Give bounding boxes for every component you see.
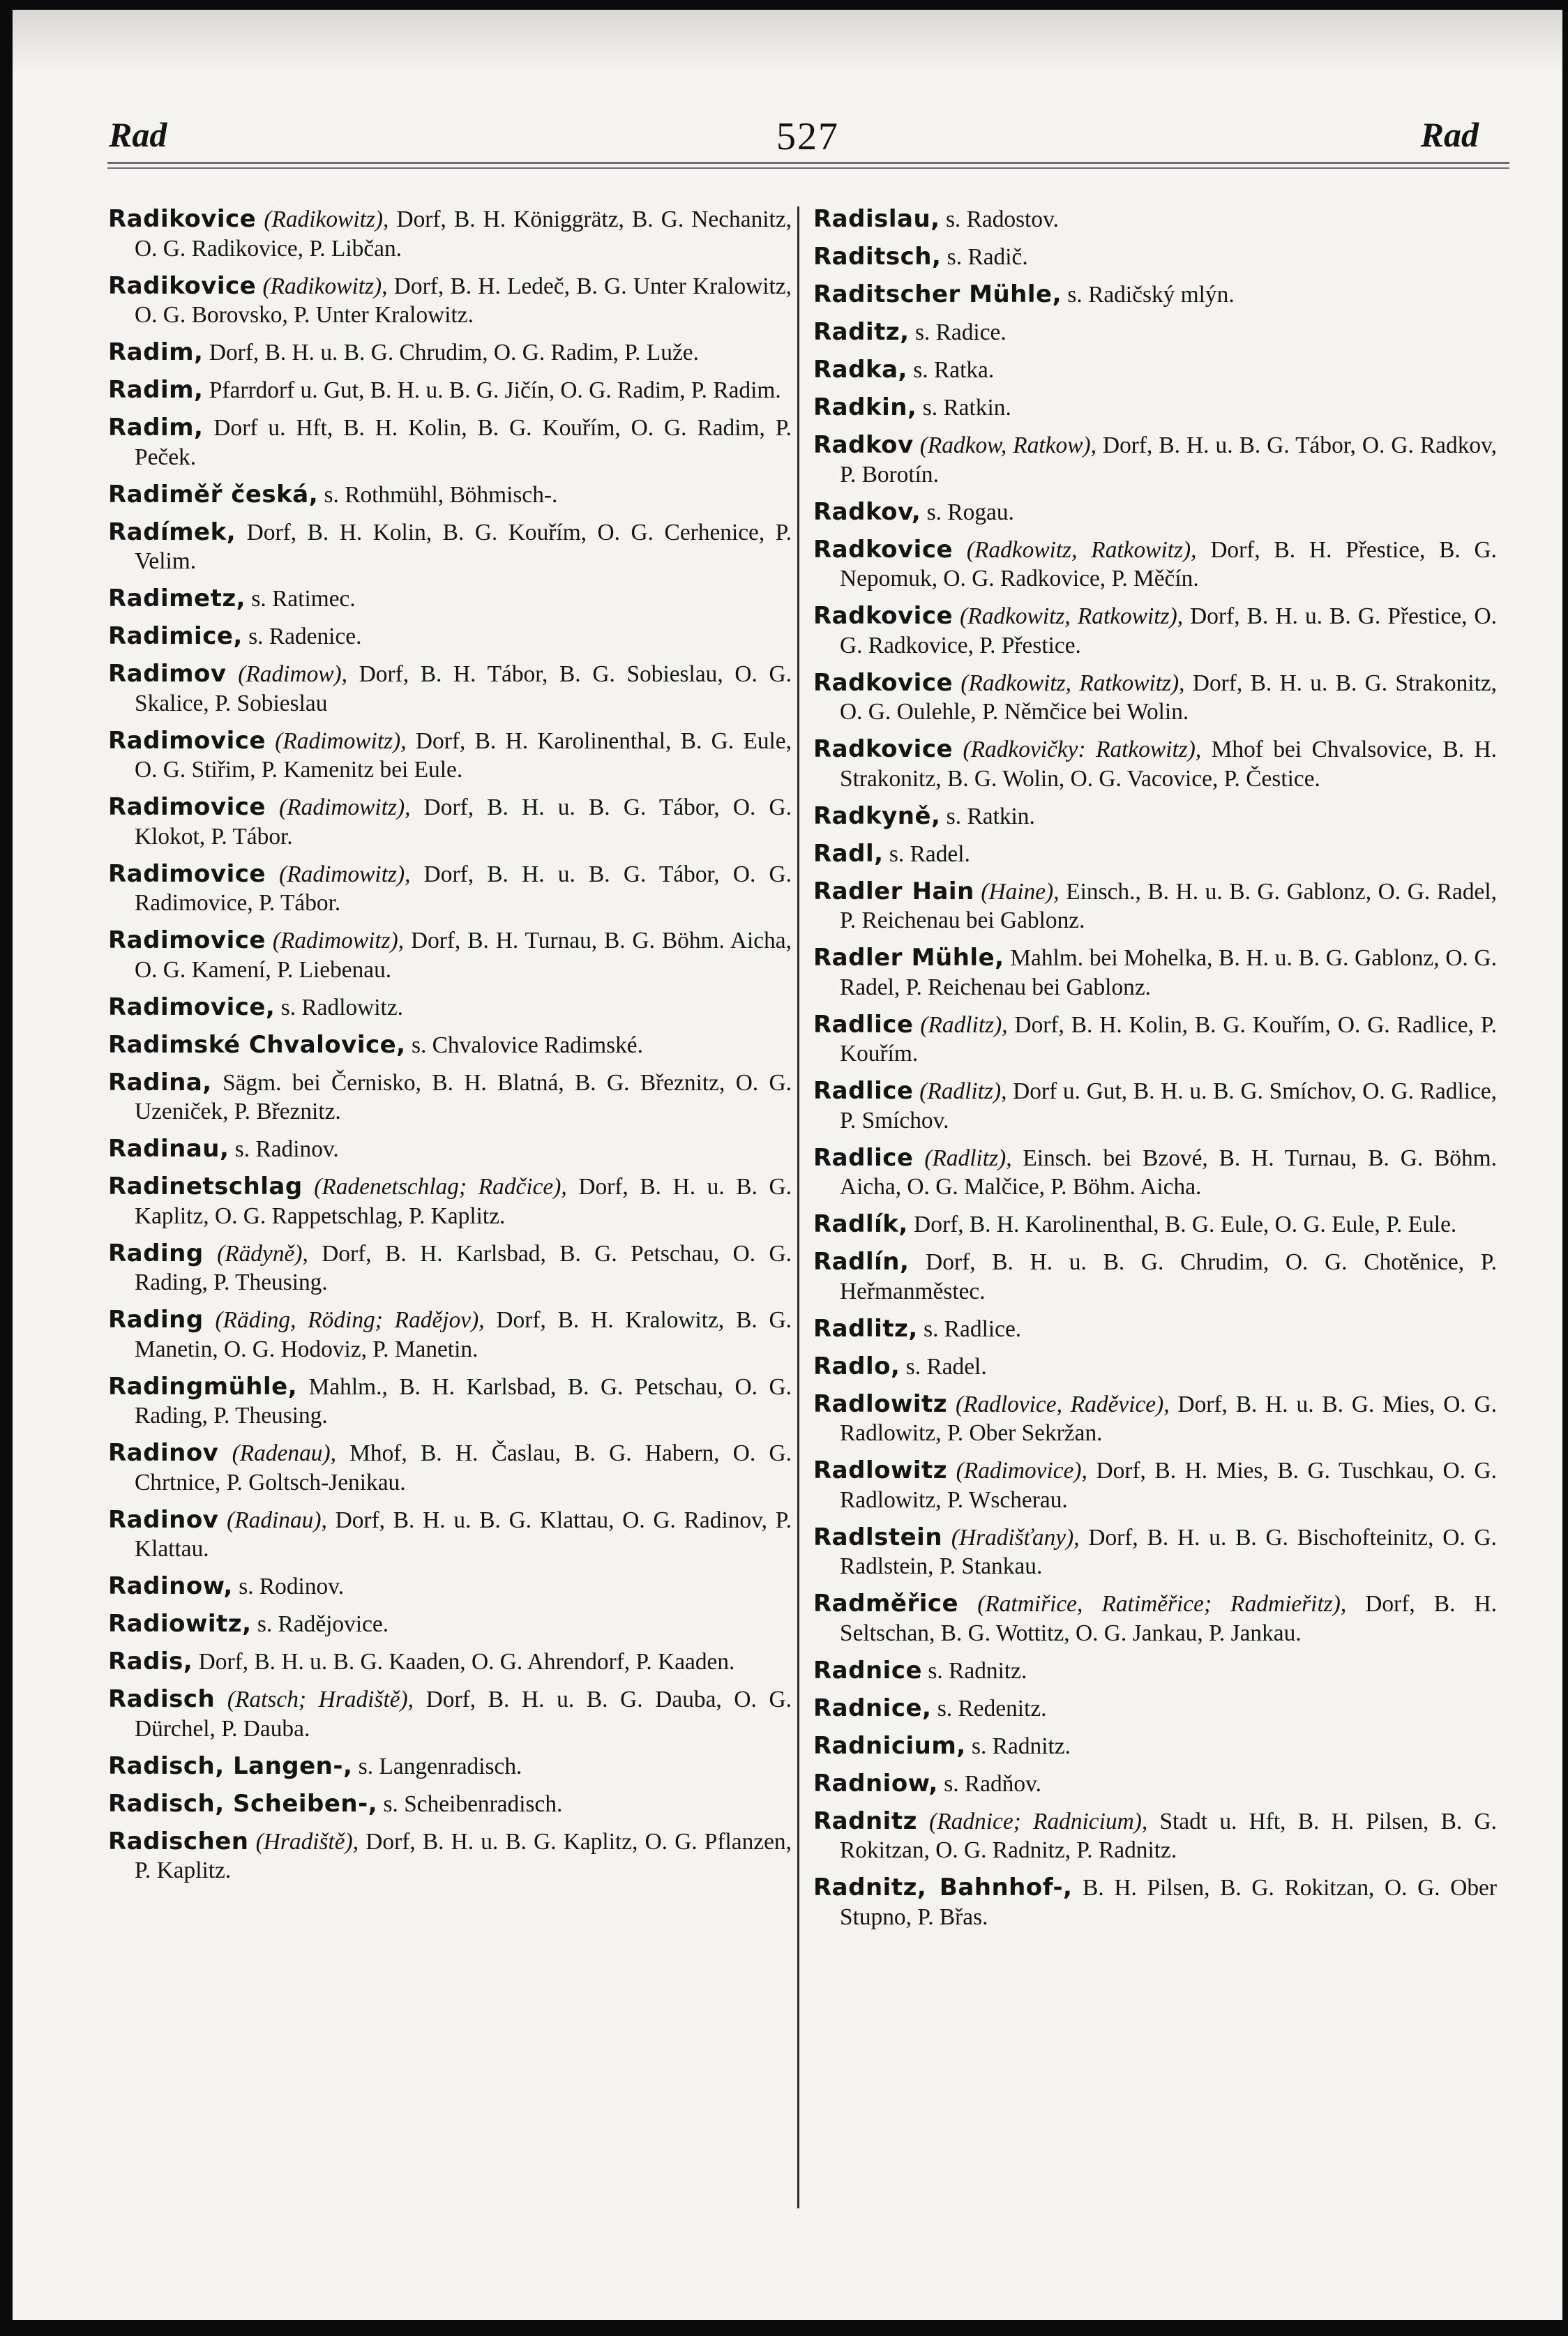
gazetteer-entry <box>813 1732 1497 1761</box>
entry-details: Dorf, B. H. Königgrätz, B. G. Nechanitz, O. G. Radikovice, P. Libčan. <box>135 206 792 262</box>
entry-variant-names: (Radenau), <box>232 1440 336 1466</box>
entry-details: s. Radějovice. <box>257 1611 389 1637</box>
entry-headword: Raditz, <box>813 318 910 346</box>
entry-headword: Radkyně, <box>813 801 941 830</box>
entry-headword: Radkovice <box>813 535 953 564</box>
running-head-left: Rad <box>109 115 167 154</box>
entry-details: s. Ratimec. <box>251 586 356 612</box>
entry-details: s. Radňov. <box>944 1770 1041 1797</box>
gazetteer-entry <box>108 1752 792 1781</box>
entry-details: B. H. Pilsen, B. G. Rokitzan, O. G. Ober Stupno, P. Břas. <box>840 1875 1497 1930</box>
entry-headword: Radimov <box>108 660 227 688</box>
entry-variant-names: (Radlitz), <box>919 1078 1007 1104</box>
gazetteer-entry <box>108 481 792 510</box>
gazetteer-entry <box>108 585 792 614</box>
entry-variant-names: (Radlitz), <box>924 1145 1012 1171</box>
entry-headword: Radlitz, <box>813 1314 918 1343</box>
gazetteer-entry <box>108 1173 792 1230</box>
entry-headword: Radkov, <box>813 497 921 526</box>
entry-details: s. Chvalovice Radimské. <box>411 1032 643 1058</box>
left-column <box>108 205 792 1894</box>
entry-headword: Radinetschlag <box>108 1173 303 1200</box>
entry-details: s. Radič. <box>947 244 1028 270</box>
entry-details: Stadt u. Hft, B. H. Pilsen, B. G. Rokitzan, O. G. Radnitz, P. Radnitz. <box>840 1808 1497 1863</box>
entry-details: Dorf, B. H. u. B. G. Klattau, O. G. Radinov, P. Klattau. <box>135 1507 792 1562</box>
entry-variant-names: (Radimowitz), <box>272 928 405 954</box>
entry-variant-names: (Radkowitz, Ratkowitz), <box>960 603 1184 629</box>
entry-details: Dorf, B. H. Karolinenthal, B. G. Eule, O. G. Eule, P. Eule. <box>914 1212 1457 1237</box>
gazetteer-entry <box>108 376 792 405</box>
entry-headword: Radměřice <box>813 1590 959 1618</box>
gazetteer-entry <box>108 727 792 785</box>
entry-details: s. Radice. <box>914 319 1007 345</box>
entry-headword: Radler Hain <box>813 877 974 905</box>
entry-variant-names: (Hradišťany), <box>951 1524 1080 1551</box>
entry-headword: Radimice, <box>108 622 243 650</box>
entry-variant-names: (Radkovičky: Ratkowitz), <box>963 737 1202 762</box>
gazetteer-entry <box>813 318 1497 347</box>
entry-headword: Radkovice <box>813 735 953 763</box>
entry-variant-names: (Radimowitz), <box>275 728 407 754</box>
entry-details: s. Radel. <box>889 841 970 867</box>
entry-headword: Radímek, <box>108 518 236 546</box>
entry-details: Dorf, B. H. Ledeč, B. G. Unter Kralowitz, O. G. Borovsko, P. Unter Kralowitz. <box>135 273 792 328</box>
entry-details: Pfarrdorf u. Gut, B. H. u. B. G. Jičín, O. G. Radim, P. Radim. <box>209 377 781 403</box>
entry-details: Dorf, B. H. Turnau, B. G. Böhm. Aicha, O. G. Kamení, P. Liebenau. <box>135 928 792 983</box>
entry-details: Dorf, B. H. u. B. G. Chrudim, O. G. Chotěnice, P. Heřmanměstec. <box>840 1249 1497 1304</box>
entry-details: Dorf, B. H. u. B. G. Bischofteinitz, O. G. Radlstein, P. Stankau. <box>840 1524 1497 1579</box>
gazetteer-entry <box>108 414 792 472</box>
gazetteer-entry <box>108 793 792 851</box>
gazetteer-entry <box>813 1315 1497 1344</box>
entry-details: s. Rodinov. <box>239 1574 345 1599</box>
gazetteer-entry <box>108 860 792 918</box>
entry-variant-names: (Ratmiřice, Ratiměřice; Radmieřitz), <box>977 1591 1347 1617</box>
entry-headword: Radimetz, <box>108 585 246 612</box>
entry-variant-names: (Rädyně), <box>217 1240 308 1267</box>
entry-headword: Radis, <box>108 1648 193 1675</box>
entry-variant-names: (Radlovice, Raděvice), <box>955 1391 1170 1417</box>
gazetteer-entry <box>813 1077 1497 1135</box>
entry-details: Dorf, B. H. Seltschan, B. G. Wottitz, O. G. Jankau, P. Jankau. <box>840 1591 1497 1646</box>
entry-details: Dorf, B. H. u. B. G. Tábor, O. G. Radkov, P. Borotín. <box>840 432 1497 488</box>
entry-details: Mahlm., B. H. Karlsbad, B. G. Petschau, O. G. Rading, P. Theusing. <box>135 1373 792 1429</box>
gazetteer-entry <box>108 1239 792 1297</box>
entry-headword: Radka, <box>813 356 907 384</box>
entry-details: s. Redenitz. <box>937 1695 1047 1721</box>
entry-details: s. Ratkin. <box>946 803 1035 829</box>
gazetteer-entry <box>813 1694 1497 1724</box>
gazetteer-entry <box>108 1790 792 1819</box>
entry-headword: Radina, <box>108 1068 212 1097</box>
column-divider <box>797 206 799 2208</box>
entry-variant-names: (Radnice; Radnicium), <box>929 1808 1148 1834</box>
entry-details: s. Ratka. <box>913 357 995 383</box>
gazetteer-entry <box>108 622 792 651</box>
entry-variant-names: (Radimowitz), <box>279 861 411 887</box>
entry-headword: Radnicium, <box>813 1731 966 1760</box>
entry-headword: Radkovice <box>813 602 953 630</box>
entry-headword: Radlín, <box>813 1248 910 1276</box>
gazetteer-entry <box>108 1506 792 1564</box>
entry-variant-names: (Radkowitz, Ratkowitz), <box>966 536 1197 563</box>
entry-details: Sägm. bei Černisko, B. H. Blatná, B. G. Březnitz, O. G. Uzeniček, P. Březnitz. <box>135 1069 792 1124</box>
entry-headword: Radiměř česká, <box>108 480 319 508</box>
entry-headword: Radischen <box>108 1827 249 1855</box>
entry-variant-names: (Radenetschlag; Radčice), <box>314 1174 567 1200</box>
entry-headword: Radim, <box>108 338 204 366</box>
entry-details: s. Radlice. <box>924 1316 1022 1342</box>
entry-headword: Raditscher Mühle, <box>813 280 1062 308</box>
gazetteer-entry <box>108 1373 792 1431</box>
gazetteer-entry <box>813 1144 1497 1202</box>
entry-headword: Radlice <box>813 1077 914 1105</box>
gazetteer-entry <box>813 393 1497 423</box>
gazetteer-entry <box>813 536 1497 594</box>
entry-details: Dorf, B. H. Přestice, B. G. Nepomuk, O. G. Radkovice, P. Měčín. <box>840 536 1498 591</box>
gazetteer-entry <box>108 518 792 576</box>
gazetteer-entry <box>108 1306 792 1364</box>
entry-details: Dorf, B. H. u. B. G. Dauba, O. G. Dürchel, P. Dauba. <box>135 1687 792 1742</box>
gazetteer-entry <box>108 272 792 330</box>
entry-details: s. Radnitz. <box>972 1733 1071 1759</box>
entry-headword: Radikovice <box>108 205 257 233</box>
gazetteer-entry <box>108 1135 792 1164</box>
entry-details: Mhof bei Chvalsovice, B. H. Strakonitz, B. G. Wolin, O. G. Vacovice, P. Čestice. <box>840 737 1497 792</box>
entry-headword: Radlowitz <box>813 1389 948 1418</box>
gazetteer-entry <box>813 498 1497 527</box>
entry-headword: Radlstein <box>813 1523 943 1551</box>
gazetteer-entry <box>108 1439 792 1497</box>
entry-headword: Radlowitz <box>813 1456 948 1484</box>
entry-details: Dorf u. Hft, B. H. Kolin, B. G. Kouřím, O. G. Radim, P. Peček. <box>135 415 792 470</box>
entry-headword: Radisch <box>108 1685 216 1713</box>
entry-headword: Rading <box>108 1306 204 1334</box>
running-head-right: Rad <box>1420 115 1479 154</box>
entry-details: Dorf, B. H. u. B. G. Tábor, O. G. Radimovice, P. Tábor. <box>135 861 792 916</box>
entry-details: Dorf, B. H. u. B. G. Kaplitz, O. G. Pflanzen, P. Kaplitz. <box>135 1828 792 1883</box>
gazetteer-entry <box>108 1685 792 1743</box>
entry-headword: Radinov <box>108 1439 219 1467</box>
entry-details: s. Radostov. <box>945 206 1059 232</box>
gazetteer-entry <box>108 993 792 1023</box>
entry-details: s. Langenradisch. <box>358 1753 522 1779</box>
entry-headword: Radimovice <box>108 859 266 888</box>
gazetteer-entry <box>108 660 792 718</box>
entry-details: s. Radenice. <box>248 624 362 649</box>
entry-details: Dorf u. Gut, B. H. u. B. G. Smíchov, O. G. Radlice, P. Smíchov. <box>840 1078 1497 1133</box>
entry-headword: Radiowitz, <box>108 1610 252 1638</box>
entry-details: Dorf, B. H. u. B. G. Přestice, O. G. Radkovice, P. Přestice. <box>840 603 1497 658</box>
gazetteer-entry <box>813 840 1497 869</box>
gazetteer-entry <box>813 1011 1497 1069</box>
entry-details: s. Rogau. <box>926 499 1014 525</box>
header-rule <box>107 162 1509 164</box>
entry-headword: Radl, <box>813 839 884 868</box>
entry-details: Dorf, B. H. Kolin, B. G. Kouřím, O. G. Cerhenice, P. Velim. <box>135 519 792 574</box>
gazetteer-entry <box>813 1456 1497 1514</box>
gazetteer-entry <box>813 735 1497 793</box>
entry-headword: Radimovice <box>108 793 266 821</box>
entry-headword: Radimovice, <box>108 993 276 1021</box>
entry-variant-names: (Radinau), <box>227 1507 327 1533</box>
gazetteer-entry <box>813 1523 1497 1581</box>
entry-headword: Radkovice <box>813 668 953 697</box>
entry-details: Dorf, B. H. u. B. G. Tábor, O. G. Klokot, P. Tábor. <box>135 794 792 850</box>
entry-details: Dorf, B. H. Karolinenthal, B. G. Eule, O. G. Stiřim, P. Kamenitz bei Eule. <box>135 728 792 783</box>
entry-variant-names: (Räding, Röding; Radějov), <box>215 1307 485 1333</box>
gazetteer-entry <box>813 1210 1497 1239</box>
entry-headword: Radlice <box>813 1010 914 1039</box>
gazetteer-entry <box>813 944 1497 1002</box>
entry-headword: Radim, <box>108 376 204 404</box>
entry-details: Mhof, B. H. Časlau, B. G. Habern, O. G. Chrtnice, P. Goltsch-Jenikau. <box>135 1440 792 1495</box>
entry-details: Dorf, B. H. u. B. G. Strakonitz, O. G. Oulehle, P. Němčice bei Wolin. <box>840 670 1498 725</box>
entry-headword: Rading <box>108 1239 204 1267</box>
page-number: 527 <box>776 115 839 158</box>
gazetteer-entry <box>813 356 1497 385</box>
header-rule-thin <box>107 167 1509 169</box>
gazetteer-entry <box>108 205 792 263</box>
entry-details: s. Radel. <box>905 1353 987 1380</box>
gazetteer-entry <box>813 877 1497 935</box>
entry-details: Mahlm. bei Mohelka, B. H. u. B. G. Gablonz, O. G. Radel, P. Reichenau bei Gablonz. <box>840 945 1497 1000</box>
entry-details: Dorf, B. H. u. B. G. Kaplitz, O. G. Rappetschlag, P. Kaplitz. <box>135 1174 792 1229</box>
entry-variant-names: (Ratsch; Hradiště), <box>227 1687 414 1712</box>
page <box>13 10 1562 2320</box>
entry-details: Dorf, B. H. u. B. G. Mies, O. G. Radlowitz, P. Ober Sekržan. <box>840 1391 1497 1446</box>
entry-details: Dorf, B. H. Kolin, B. G. Kouřím, O. G. Radlice, P. Kouřím. <box>840 1011 1497 1067</box>
entry-details: s. Radnitz. <box>928 1657 1027 1684</box>
entry-headword: Radimské Chvalovice, <box>108 1030 406 1059</box>
gazetteer-entry <box>108 1069 792 1126</box>
gazetteer-entry <box>108 1031 792 1060</box>
gazetteer-entry <box>108 1610 792 1639</box>
entry-headword: Radler Mühle, <box>813 944 1004 972</box>
gazetteer-entry <box>813 280 1497 310</box>
gazetteer-entry <box>813 802 1497 831</box>
gazetteer-entry <box>813 1807 1497 1865</box>
entry-details: s. Radičský mlýn. <box>1067 282 1235 308</box>
entry-headword: Radlo, <box>813 1352 900 1380</box>
entry-variant-names: (Radimowitz), <box>279 794 411 820</box>
gazetteer-entry <box>813 1590 1497 1648</box>
entry-headword: Radinow, <box>108 1572 233 1600</box>
entry-details: Einsch. bei Bzové, B. H. Turnau, B. G. Böhm. Aicha, O. G. Malčice, P. Böhm. Aicha. <box>840 1145 1497 1200</box>
entry-headword: Radisch, Scheiben-, <box>108 1789 378 1818</box>
entry-headword: Radkov <box>813 431 914 459</box>
entry-headword: Radnice <box>813 1656 923 1685</box>
entry-variant-names: (Radimovice), <box>956 1458 1087 1484</box>
entry-headword: Radimovice <box>108 726 266 755</box>
gazetteer-entry <box>108 1648 792 1677</box>
entry-headword: Radimovice <box>108 926 266 954</box>
gazetteer-entry <box>108 338 792 368</box>
entry-headword: Radisch, Langen-, <box>108 1751 353 1780</box>
entry-details: s. Ratkin. <box>922 395 1011 421</box>
entry-headword: Radingmühle, <box>108 1372 298 1401</box>
entry-details: s. Radlowitz. <box>280 994 404 1020</box>
entry-variant-names: (Radimow), <box>238 661 347 687</box>
gazetteer-entry <box>813 1352 1497 1382</box>
entry-details: Dorf, B. H. Mies, B. G. Tuschkau, O. G. Radlowitz, P. Wscherau. <box>840 1458 1497 1513</box>
entry-headword: Radinov <box>108 1505 219 1534</box>
entry-headword: Radniow, <box>813 1769 938 1798</box>
gazetteer-entry <box>813 431 1497 489</box>
entry-details: Dorf, B. H. u. B. G. Chrudim, O. G. Radim, P. Luže. <box>209 340 699 366</box>
right-column <box>813 205 1497 1941</box>
entry-details: Einsch., B. H. u. B. G. Gablonz, O. G. Radel, P. Reichenau bei Gablonz. <box>840 878 1497 933</box>
entry-variant-names: (Radkowitz, Ratkowitz), <box>960 670 1185 696</box>
entry-details: Dorf, B. H. Karlsbad, B. G. Petschau, O. G. Rading, P. Theusing. <box>135 1240 792 1295</box>
entry-headword: Radinau, <box>108 1135 229 1163</box>
entry-headword: Radislau, <box>813 205 940 233</box>
entry-variant-names: (Radkow, Ratkow), <box>919 432 1096 458</box>
entry-headword: Radlice <box>813 1143 914 1172</box>
entry-headword: Radlík, <box>813 1210 908 1238</box>
entry-headword: Raditsch, <box>813 243 942 271</box>
entry-variant-names: (Radlitz), <box>920 1011 1008 1038</box>
gazetteer-entry <box>813 1248 1497 1306</box>
entry-headword: Radkin, <box>813 393 917 421</box>
gazetteer-entry <box>108 1828 792 1885</box>
entry-details: Dorf, B. H. Kralowitz, B. G. Manetin, O. G. Hodoviz, P. Manetin. <box>135 1307 792 1362</box>
gazetteer-entry <box>813 1390 1497 1448</box>
entry-headword: Radnitz <box>813 1807 917 1835</box>
entry-details: Dorf, B. H. u. B. G. Kaaden, O. G. Ahrendorf, P. Kaaden. <box>198 1649 735 1675</box>
entry-headword: Radim, <box>108 414 204 442</box>
gazetteer-entry <box>813 1874 1497 1931</box>
entry-headword: Radnice, <box>813 1694 932 1722</box>
entry-variant-names: (Radikowitz), <box>262 273 388 299</box>
entry-headword: Radikovice <box>108 271 257 300</box>
gazetteer-entry <box>108 926 792 984</box>
gazetteer-entry <box>813 669 1497 727</box>
entry-variant-names: (Haine), <box>981 878 1060 905</box>
entry-variant-names: (Hradiště), <box>255 1828 359 1855</box>
gazetteer-entry <box>813 205 1497 234</box>
entry-details: s. Scheibenradisch. <box>383 1791 563 1817</box>
gazetteer-entry <box>813 602 1497 660</box>
gazetteer-entry <box>108 1572 792 1602</box>
entry-headword: Radnitz, Bahnhof-, <box>813 1874 1073 1901</box>
entry-details: s. Radinov. <box>234 1136 339 1162</box>
entry-details: Dorf, B. H. Tábor, B. G. Sobieslau, O. G. Skalice, P. Sobieslau <box>135 661 792 716</box>
gazetteer-entry <box>813 1657 1497 1686</box>
gazetteer-entry <box>813 1770 1497 1799</box>
gazetteer-entry <box>813 243 1497 272</box>
entry-details: s. Rothmühl, Böhmisch-. <box>324 481 558 508</box>
entry-variant-names: (Radikowitz), <box>264 206 389 232</box>
